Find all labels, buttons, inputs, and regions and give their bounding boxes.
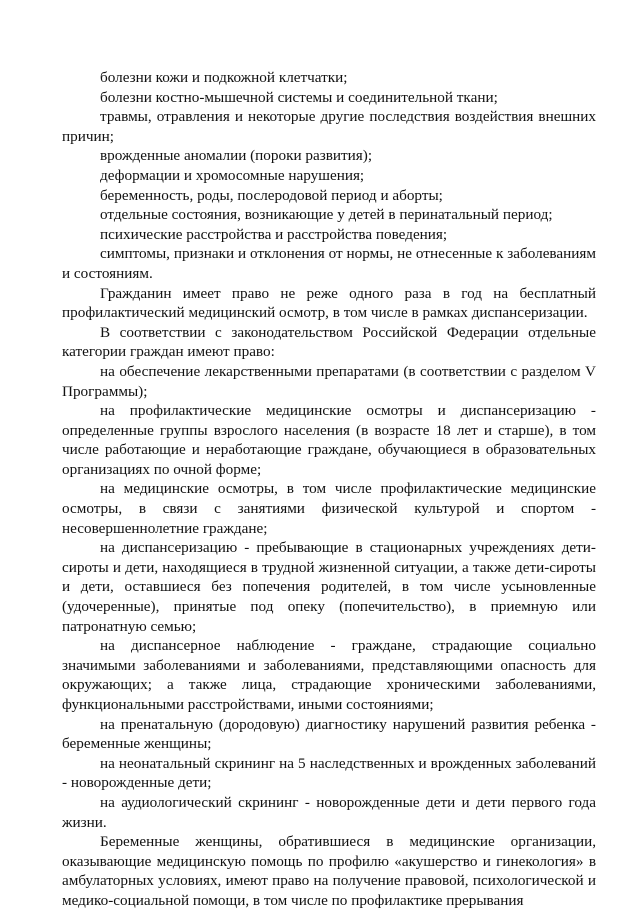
paragraph-prenatal: на пренатальную (дородовую) диагностику нарушений развития ребенка - беременные женщины; — [62, 715, 596, 753]
paragraph-musculoskeletal: болезни костно-мышечной системы и соединительной ткани; — [100, 88, 498, 106]
paragraph-deformations: деформации и хромосомные нарушения; — [100, 166, 365, 184]
paragraph-injuries: травмы, отравления и некоторые другие последствия воздействия внешних причин; — [62, 108, 596, 145]
paragraph-medication-supply: на обеспечение лекарственными препаратами (в соответствии с разделом V Программы); — [62, 362, 596, 400]
paragraph-skin-diseases: болезни кожи и подкожной клетчатки; — [100, 69, 348, 86]
paragraph-pregnancy: беременность, роды, послеродовой период и аборты; — [100, 186, 443, 204]
paragraph-annual-checkup: Гражданин имеет право не реже одного раза в год на бесплатный профилактический медицинский осмотр, в том числе в рамках диспансеризации. — [62, 284, 596, 322]
paragraph-adult-checkups: на профилактические медицинские осмотры и диспансеризацию - определенные группы взрослого населения (в возрасте 18 лет и старше), в том числе работающие и неработающие граждане, обучающиеся в образовательных организациях по очной форме; — [62, 402, 596, 478]
paragraph-congenital-anomalies: врожденные аномалии (пороки развития); — [100, 147, 373, 165]
paragraph-pregnant-women: Беременные женщины, обратившиеся в медицинские организации, оказывающие медицинскую помощь по профилю «акушерство и гинекология» в амбулаторных условиях, имеют право на получение правовой, психологической и медико-социальной помощи, в том числе по профилактике прерывания — [62, 833, 596, 909]
paragraph-perinatal: отдельные состояния, возникающие у детей в перинатальный период; — [100, 206, 553, 224]
paragraph-minors-sports: на медицинские осмотры, в том числе профилактические медицинские осмотры, в связи с занятиями физической культурой и спортом - несовершеннолетние граждане; — [62, 480, 596, 537]
paragraph-orphans: на диспансеризацию - пребывающие в стационарных учреждениях дети-сироты и дети, находящиеся в трудной жизненной ситуации, а также дети-сироты и дети, оставшиеся без попечения родителей, в том числе усыновленные (удочеренные), принятые под опеку (попечительство), в приемную или патронатную семью; — [62, 539, 596, 635]
paragraph-symptoms: симптомы, признаки и отклонения от нормы, не отнесенные к заболеваниям и состояниям. — [62, 245, 596, 282]
paragraph-neonatal: на неонатальный скрининг на 5 наследственных и врожденных заболеваний - новорожденные дети; — [62, 754, 596, 792]
paragraph-mental-disorders: психические расстройства и расстройства поведения; — [100, 225, 448, 243]
paragraph-dispensary-observation: на диспансерное наблюдение - граждане, страдающие социально значимыми заболеваниями и заболеваниями, представляющими опасность для окружающих; а также лица, страдающие хроническими заболеваниями, функциональными расстройствами, иными состояниями; — [62, 637, 596, 713]
document-page — [62, 68, 596, 911]
paragraph-audiological: на аудиологический скрининг - новорожденные дети и дети первого года жизни. — [62, 793, 596, 831]
paragraph-categories-intro: В соответствии с законодательством Российской Федерации отдельные категории граждан имеют право: — [62, 323, 596, 361]
